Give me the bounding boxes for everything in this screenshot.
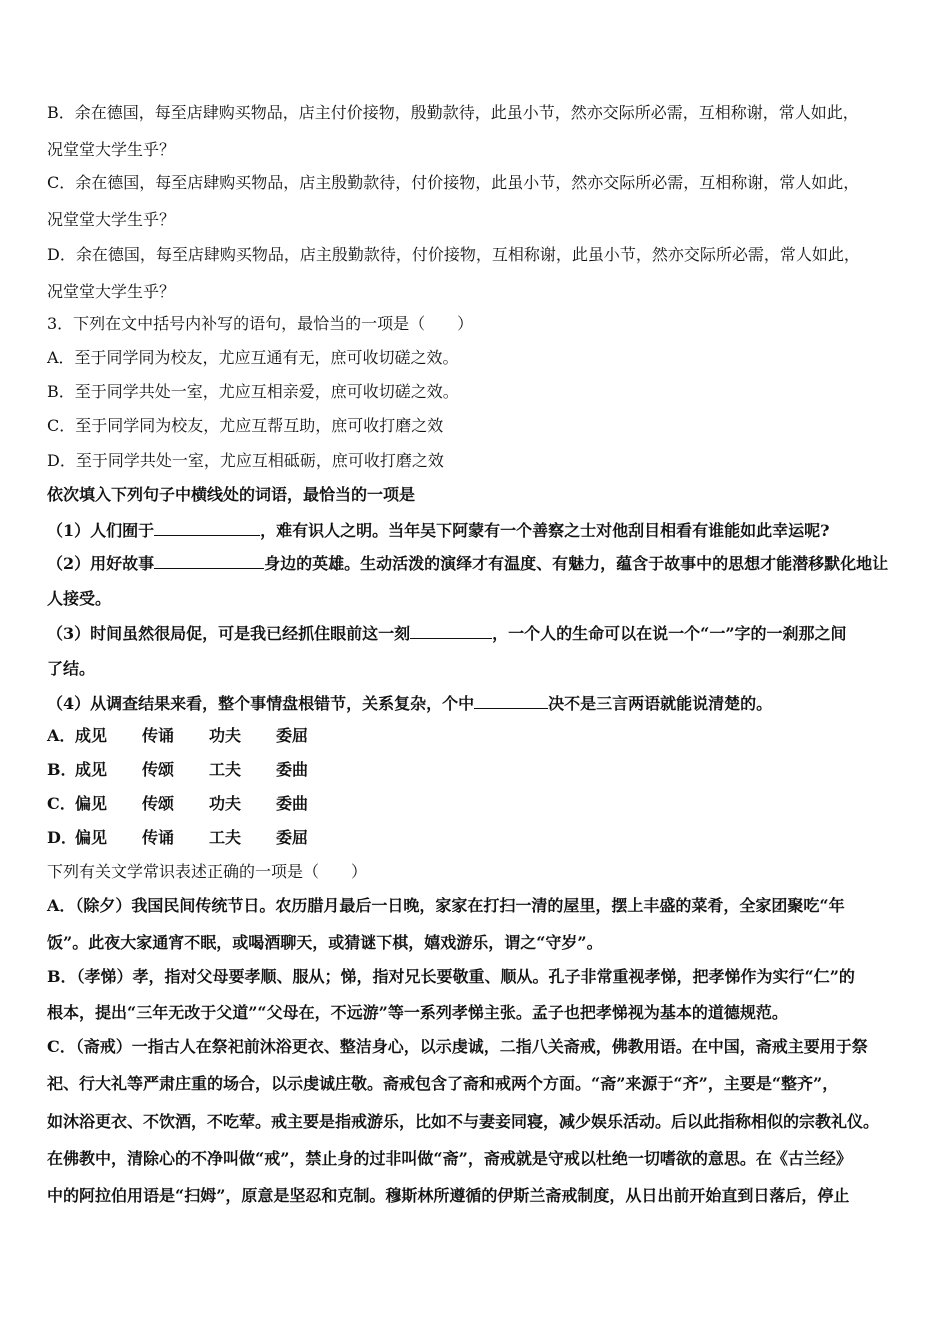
option-word: 委屈 <box>276 828 309 847</box>
option-word: 成见 <box>75 760 108 779</box>
q5-option-b-line1: B．（孝悌）孝，指对父母要孝顺、服从；悌，指对兄长要敬重、顺从。孔子非常重视孝悌，把孝悌作为实行“仁”的 <box>47 967 855 986</box>
q5-stem: 下列有关文学常识表述正确的一项是（ ） <box>47 862 368 881</box>
option-word: 传颂 <box>142 794 175 813</box>
q4-option-d <box>47 828 343 848</box>
option-word: 功夫 <box>209 794 242 813</box>
q4-sentence-2-cont: 人接受。 <box>47 589 112 608</box>
q4-sentence-2 <box>47 552 888 574</box>
q4-sentence-4 <box>47 692 772 714</box>
q3-option-d: D．至于同学共处一室，尤应互相砥砺，庶可收打磨之效 <box>47 451 444 470</box>
q4-stem: 依次填入下列句子中横线处的词语，最恰当的一项是 <box>47 485 416 504</box>
option-word: 成见 <box>75 726 108 745</box>
q4-s3-part-b: ，一个人的生命可以在说一个“一”字的一刹那之间 <box>492 624 847 643</box>
option-label: D． <box>47 828 77 847</box>
q4-s1-part-b: ，难有识人之明。当年吴下阿蒙有一个善察之士对他刮目相看有谁能如此幸运呢? <box>260 521 830 540</box>
q5-option-c-line1: C．（斋戒）一指古人在祭祀前沐浴更衣、整洁身心，以示虔诚，二指八关斋戒，佛教用语。在中国，斋戒主要用于祭 <box>47 1037 868 1056</box>
q4-sentence-3 <box>47 622 847 644</box>
q5-option-c-line2: 祀、行大礼等严肃庄重的场合，以示虔诚庄敬。斋戒包含了斋和戒两个方面。“斋”来源于“齐”，主要是“整齐”， <box>47 1074 839 1093</box>
option-word: 偏见 <box>75 828 108 847</box>
q4-sentence-1 <box>47 519 830 541</box>
q5-option-b-line2: 根本，提出“三年无改于父道”“父母在，不远游”等一系列孝悌主张。孟子也把孝悌视为基本的道德规范。 <box>47 1003 788 1022</box>
option-word: 委曲 <box>276 760 309 779</box>
q4-sentence-3-cont: 了结。 <box>47 659 96 678</box>
q2-option-c-line1: C．余在德国，每至店肆购买物品，店主殷勤款待，付价接物，此虽小节，然亦交际所必需，互相称谢，常人如此， <box>47 173 860 192</box>
fill-blank-2 <box>154 552 264 569</box>
q5-option-c-line3: 如沐浴更衣、不饮酒，不吃荤。戒主要是指戒游乐，比如不与妻妾同寝，减少娱乐活动。后以此指称相似的宗教礼仪。 <box>47 1112 880 1131</box>
q2-option-b-line2: 况堂堂大学生乎？ <box>47 140 176 159</box>
option-word: 功夫 <box>209 726 242 745</box>
q4-option-c <box>47 794 343 814</box>
option-label: B． <box>47 760 77 779</box>
option-word: 传诵 <box>142 726 175 745</box>
option-word: 委曲 <box>276 794 309 813</box>
option-word: 工夫 <box>209 760 242 779</box>
option-word: 偏见 <box>75 794 108 813</box>
q5-option-c-line5: 中的阿拉伯用语是“扫姆”，原意是坚忍和克制。穆斯林所遵循的伊斯兰斋戒制度，从日出前开始直到日落后，停止 <box>47 1186 850 1205</box>
q3-stem: 3．下列在文中括号内补写的语句，最恰当的一项是（ ） <box>47 314 474 333</box>
q4-s3-part-a: （3）时间虽然很局促，可是我已经抓住眼前这一刻 <box>47 624 411 643</box>
q4-s4-part-a: （4）从调查结果来看，整个事情盘根错节，关系复杂，个中 <box>47 694 475 713</box>
q4-s4-part-b: 决不是三言两语就能说清楚的。 <box>548 694 773 713</box>
option-word: 工夫 <box>209 828 242 847</box>
q4-option-b <box>47 760 343 780</box>
option-word: 传颂 <box>142 760 175 779</box>
option-word: 委屈 <box>276 726 309 745</box>
q4-option-a <box>47 726 343 746</box>
q4-s2-part-a: （2）用好故事 <box>47 554 155 573</box>
option-word: 传诵 <box>142 828 175 847</box>
fill-blank-3 <box>410 622 492 639</box>
q3-option-a: A．至于同学同为校友，尤应互通有无，庶可收切磋之效。 <box>47 348 459 367</box>
option-label: C． <box>47 794 76 813</box>
q4-s2-part-b: 身边的英雄。生动活泼的演绎才有温度、有魅力，蕴含于故事中的思想才能潜移默化地让 <box>264 554 889 573</box>
q5-option-a-line1: A．（除夕）我国民间传统节日。农历腊月最后一日晚，家家在打扫一清的屋里，摆上丰盛的菜肴，全家团聚吃“年 <box>47 896 845 915</box>
option-label: A． <box>47 726 76 745</box>
q2-option-c-line2: 况堂堂大学生乎？ <box>47 210 176 229</box>
q3-option-b: B．至于同学共处一室，尤应互相亲爱，庶可收切磋之效。 <box>47 382 459 401</box>
q5-option-a-line2: 饭”。此夜大家通宵不眠，或喝酒聊天，或猜谜下棋，嬉戏游乐，谓之“守岁”。 <box>47 933 603 952</box>
q2-option-b-line1: B．余在德国，每至店肆购买物品，店主付价接物，殷勤款待，此虽小节，然亦交际所必需，互相称谢，常人如此， <box>47 103 859 122</box>
fill-blank-1 <box>154 519 260 536</box>
fill-blank-4 <box>474 692 548 709</box>
q2-option-d-line1: D．余在德国，每至店肆购买物品，店主殷勤款待，付价接物，互相称谢，此虽小节，然亦交际所必需，常人如此， <box>47 245 860 264</box>
q2-option-d-line2: 况堂堂大学生乎？ <box>47 282 176 301</box>
q4-s1-part-a: （1）人们囿于 <box>47 521 155 540</box>
q3-option-c: C．至于同学同为校友，尤应互帮互助，庶可收打磨之效 <box>47 416 444 435</box>
q5-option-c-line4: 在佛教中，清除心的不净叫做“戒”，禁止身的过非叫做“斋”，斋戒就是守戒以杜绝一切嗜欲的意思。在《古兰经》 <box>47 1149 852 1168</box>
